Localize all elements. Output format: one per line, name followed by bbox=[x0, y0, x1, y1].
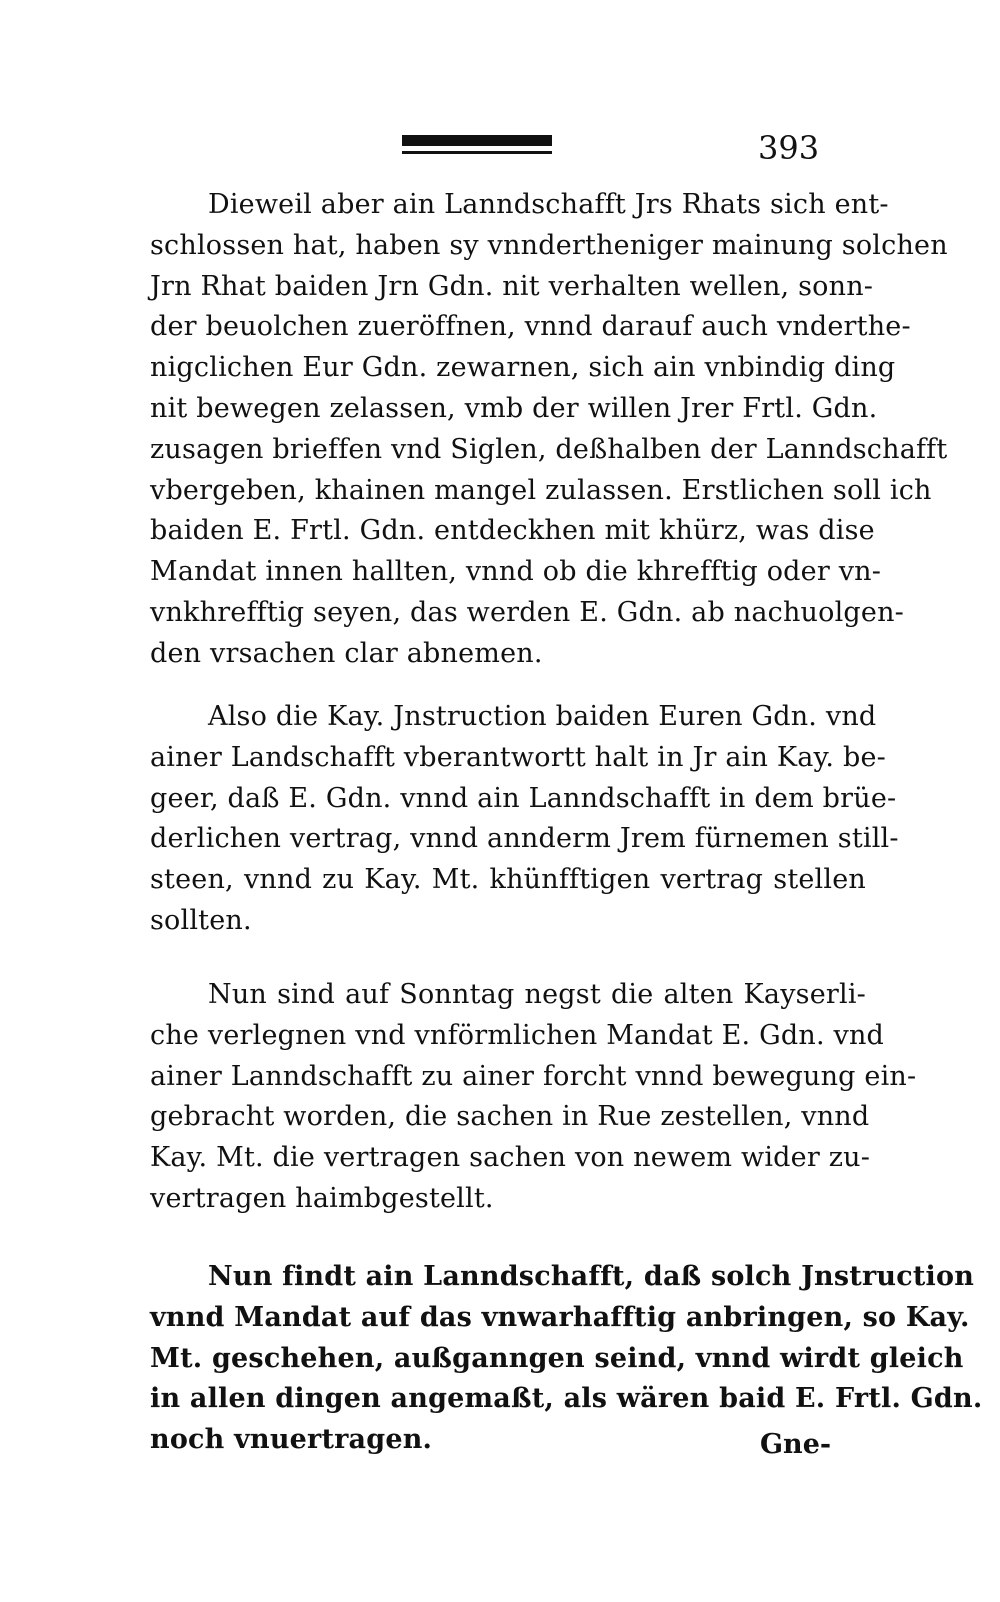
text-line: vbergeben, khainen mangel zulassen. Erstlichen soll ich bbox=[150, 474, 932, 506]
text-line: Dieweil aber ain Lanndschafft Jrs Rhats sich ent- bbox=[208, 189, 889, 220]
text-line: baiden E. Frtl. Gdn. entdeckhen mit khürz, was dise bbox=[150, 515, 875, 547]
text-line: vnkhrefftig seyen, das werden E. Gdn. ab nachuolgen- bbox=[150, 596, 904, 628]
text-line: che verlegnen vnd vnförmlichen Mandat E. Gdn. vnd bbox=[150, 1019, 885, 1051]
text-line: vnnd Mandat auf das vnwarhafftig anbringen, so Kay. bbox=[150, 1301, 970, 1333]
page-number: 393 bbox=[758, 129, 820, 167]
text-line: steen, vnnd zu Kay. Mt. khünfftigen vertrag stellen bbox=[150, 864, 866, 896]
text-line: in allen dingen angemaßt, als wären baid E. Frtl. Gdn. bbox=[150, 1383, 983, 1415]
paragraph-4 bbox=[150, 1257, 983, 1461]
header-rule-thin bbox=[402, 151, 552, 154]
text-line: Nun findt ain Lanndschafft, daß solch Jnstruction bbox=[208, 1261, 975, 1292]
header-rule-thick bbox=[402, 135, 552, 146]
header-rule bbox=[402, 135, 552, 157]
text-line: nigclichen Eur Gdn. zewarnen, sich ain vnbindig ding bbox=[150, 352, 896, 384]
paragraph-1 bbox=[150, 185, 948, 675]
text-line: zusagen brieffen vnd Siglen, deßhalben der Lanndschafft bbox=[150, 433, 948, 465]
text-line: sollten. bbox=[150, 904, 252, 936]
text-line: schlossen hat, haben sy vnndertheniger mainung solchen bbox=[150, 229, 948, 261]
text-line: den vrsachen clar abnemen. bbox=[150, 637, 543, 669]
text-line: derlichen vertrag, vnnd annderm Jrem fürnemen still- bbox=[150, 823, 899, 855]
text-line: nit bewegen zelassen, vmb der willen Jrer Frtl. Gdn. bbox=[150, 392, 878, 424]
text-line: Jrn Rhat baiden Jrn Gdn. nit verhalten wellen, sonn- bbox=[150, 270, 874, 302]
text-line: vertragen haimbgestellt. bbox=[150, 1182, 494, 1214]
text-line: Kay. Mt. die vertragen sachen von newem wider zu- bbox=[150, 1142, 871, 1174]
text-line: der beuolchen zueröffnen, vnnd darauf auch vnderthe- bbox=[150, 311, 911, 343]
text-line: geer, daß E. Gdn. vnnd ain Lanndschafft in dem brüe- bbox=[150, 782, 897, 814]
text-line: ainer Landschafft vberantwortt halt in Jr ain Kay. be- bbox=[150, 741, 886, 773]
text-line: noch vnuertragen. bbox=[150, 1424, 433, 1456]
catchword: Gne- bbox=[760, 1429, 832, 1460]
text-line: Also die Kay. Jnstruction baiden Euren Gdn. vnd bbox=[208, 701, 877, 732]
text-line: Nun sind auf Sonntag negst die alten Kayserli- bbox=[208, 979, 866, 1010]
paragraph-2 bbox=[150, 697, 899, 942]
text-line: gebracht worden, die sachen in Rue zestellen, vnnd bbox=[150, 1101, 870, 1133]
text-line: Mt. geschehen, außganngen seind, vnnd wirdt gleich bbox=[150, 1342, 964, 1374]
paragraph-3 bbox=[150, 975, 917, 1220]
text-line: ainer Lanndschafft zu ainer forcht vnnd bewegung ein- bbox=[150, 1060, 917, 1092]
text-line: Mandat innen hallten, vnnd ob die khrefftig oder vn- bbox=[150, 556, 882, 588]
